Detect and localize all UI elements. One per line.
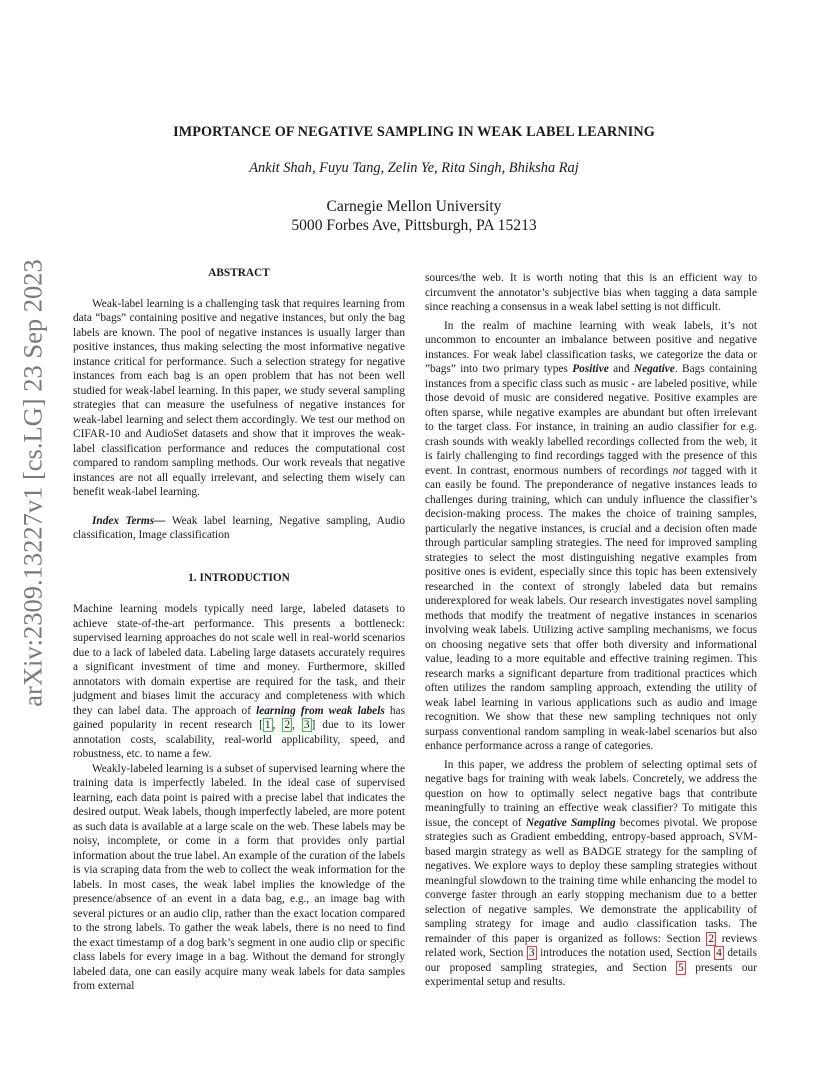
intro-paragraph-2: Weakly-labeled learning is a subset of supervised learning where the training data is imperfectly labeled. In the ideal case of supervised learning, each data point is paired with a precise label that indicates the desired output. Weak labels, though imperfectly labeled, are more potent as such data is available at a large scale on the web. These labels may be noisy, incomplete, or come in a form that provides only partial information about the true label. An example of the curation of the labels is via scraping data from the web to collect the weak information for the labels. In most cases, the weak label implies the knowledge of the presence/absence of an event in a data bag, e.g., an image bag with several pictures or an audio clip, rather than the exact location compared to the strong labels. To gather the weak labels, there is no need to find the exact timestamp of a dog bark’s segment in one audio clip or specific class labels for every image in a bag. Without the demand for strongly labeled data, one can easily acquire many weak labels for data samples from external	[73, 762, 405, 992]
affiliation-address: 5000 Forbes Ave, Pittsburgh, PA 15213	[291, 217, 537, 234]
affiliation	[0, 197, 828, 235]
section-link[interactable]: 2	[708, 932, 714, 945]
section-link[interactable]: 3	[528, 947, 535, 959]
keyword-positive: Positive	[572, 363, 609, 375]
keyword-negative-sampling: Negative Sampling	[525, 816, 616, 829]
affiliation-institution: Carnegie Mellon University	[326, 198, 502, 215]
keyword-weak-labels: learning from weak labels	[256, 704, 385, 717]
intro-paragraph-2-continued: sources/the web. It is worth noting that this is an efficient way to circumvent the annotator’s subjective bias when tagging a data sample since reaching a consensus in a weak label setting is not difficult.	[425, 272, 757, 313]
left-column	[73, 266, 405, 994]
author-list: Ankit Shah, Fuyu Tang, Zelin Ye, Rita Singh, Bhiksha Raj	[249, 160, 579, 176]
abstract-heading: ABSTRACT	[208, 267, 270, 279]
emphasis-not: not	[672, 464, 688, 477]
section-heading-introduction: 1. INTRODUCTION	[188, 571, 290, 584]
citation-link[interactable]: 2	[284, 719, 291, 731]
index-terms-list: Weak label learning, Negative sampling, Audio classification, Image classification	[73, 514, 405, 541]
index-terms-label: Index Terms—	[92, 514, 166, 527]
arxiv-stamp-text: arXiv:2309.13227v1 [cs.LG] 23 Sep 2023	[17, 259, 48, 707]
intro-paragraph-1: Machine learning models typically need large, labeled datasets to achieve state-of-the-art performance. This presents a bottleneck: supervised learning approaches do not scale well in real-world scenarios due to a lack of labeled data. Labeling large datasets accurately requires a significant investment of time and money. Furthermore, skilled annotators with domain expertise are required for the task, and their judgment and biases limit the accuracy and completeness with which they can label data. The approach of learning from weak labels has gained popularity in recent research [ 1 , 2 , 3 ] due to its lower annotation costs, scalability, real-world applicability, speed, and robustness, etc. to name a few.	[73, 603, 406, 760]
keyword-negative: Negative	[633, 363, 675, 375]
citation-link[interactable]: 3	[303, 719, 310, 731]
intro-paragraph-4: In this paper, we address the problem of selecting optimal sets of negative bags for training with weak labels. Concretely, we address the question on how to optimally select negative bags that contribute meaningfully to training an effective weak classifier? To mitigate this issue, the concept of Negative Sampling becomes pivotal. We propose strategies such as Gradient embedding, entropy-based approach, SVM-based margin strategy as well as BADGE strategy for the sampling of negatives. We explore ways to deploy these sampling strategies without meaningful slowdown to the training time while enhancing the model to converge faster through an early stopping mechanism due to a better selection of negative samples. We demonstrate the applicability of sampling strategy for image and audio classification tasks. The remainder of this paper is organized as follows: Section 2 reviews related work, Section 3 introduces the notation used, Section 4 details our proposed sampling strategies, and Section 5 presents our experimental setup and results.	[425, 758, 758, 988]
section-link[interactable]: 5	[678, 961, 684, 974]
section-link[interactable]: 4	[716, 947, 722, 959]
right-column	[425, 271, 757, 990]
paper-title: IMPORTANCE OF NEGATIVE SAMPLING IN WEAK LABEL LEARNING	[173, 124, 655, 140]
intro-paragraph-3: In the realm of machine learning with weak labels, it’s not uncommon to encounter an imbalance between positive and negative instances. For weak label classification tasks, we categorize the data or ”bags” into two primary types Positive and Negative. Bags containing instances from a specific class such as music - are labeled positive, while those devoid of music are considered negative. Positive examples are often sparse, while negative examples are abundant but often irrelevant to the target class. For instance, in training an audio classifier for e.g. crash sounds with weakly labelled recordings collected from the web, it is fairly challenging to find recordings tagged with the presence of this event. In contrast, enormous numbers of recordings not tagged with it can easily be found. The preponderance of negative instances leads to challenges during training, which can unduly influence the classifier’s decision-making process. The makes the choice of training samples, particularly the negative instances, is crucial and a decision often made through particular sampling strategies. The need for improved sampling strategies to select the most distinguishing negative examples from positive ones is evident, especially since this topic has been extensively researched in the context of strongly labeled data but remains underexplored for weak labels. Our research investigates novel sampling methods that modify the treatment of negative instances in scenarios involving weak labels. Utilizing active sampling mechanisms, we focus on choosing negative sets that offer both diversity and informational value, leading to a more equitable and effective training regimen. This research marks a significant departure from traditional practices which often utilizes the random sampling approach, extending the utility of weak label learning in various applications such as audio and image recognition. We show that these new sampling techniques not only surpass conventional random sampling in weak-label scenarios but also enhance performance across a range of categories.	[425, 319, 757, 752]
index-terms	[73, 514, 405, 543]
citation-link[interactable]: 1	[264, 719, 271, 731]
abstract-text: Weak-label learning is a challenging task that requires learning from data “bags” containing positive and negative instances, but only the bag labels are known. The pool of negative instances is usually larger than positive instances, thus making selecting the most informative negative instance critical for performance. Such a selection strategy for negative instances from each bag is an open problem that has not been well studied for weak-label learning. In this paper, we study several sampling strategies that can measure the usefulness of negative instances for weak-label learning and select them accordingly. We test our method on CIFAR-10 and AudioSet datasets and show that it improves the weak-label classification performance and reduces the computational cost compared to random sampling methods. Our work reveals that negative instances are not all equally irrelevant, and selecting them wisely can benefit weak-label learning.	[73, 297, 405, 498]
arxiv-stamp	[14, 259, 52, 707]
